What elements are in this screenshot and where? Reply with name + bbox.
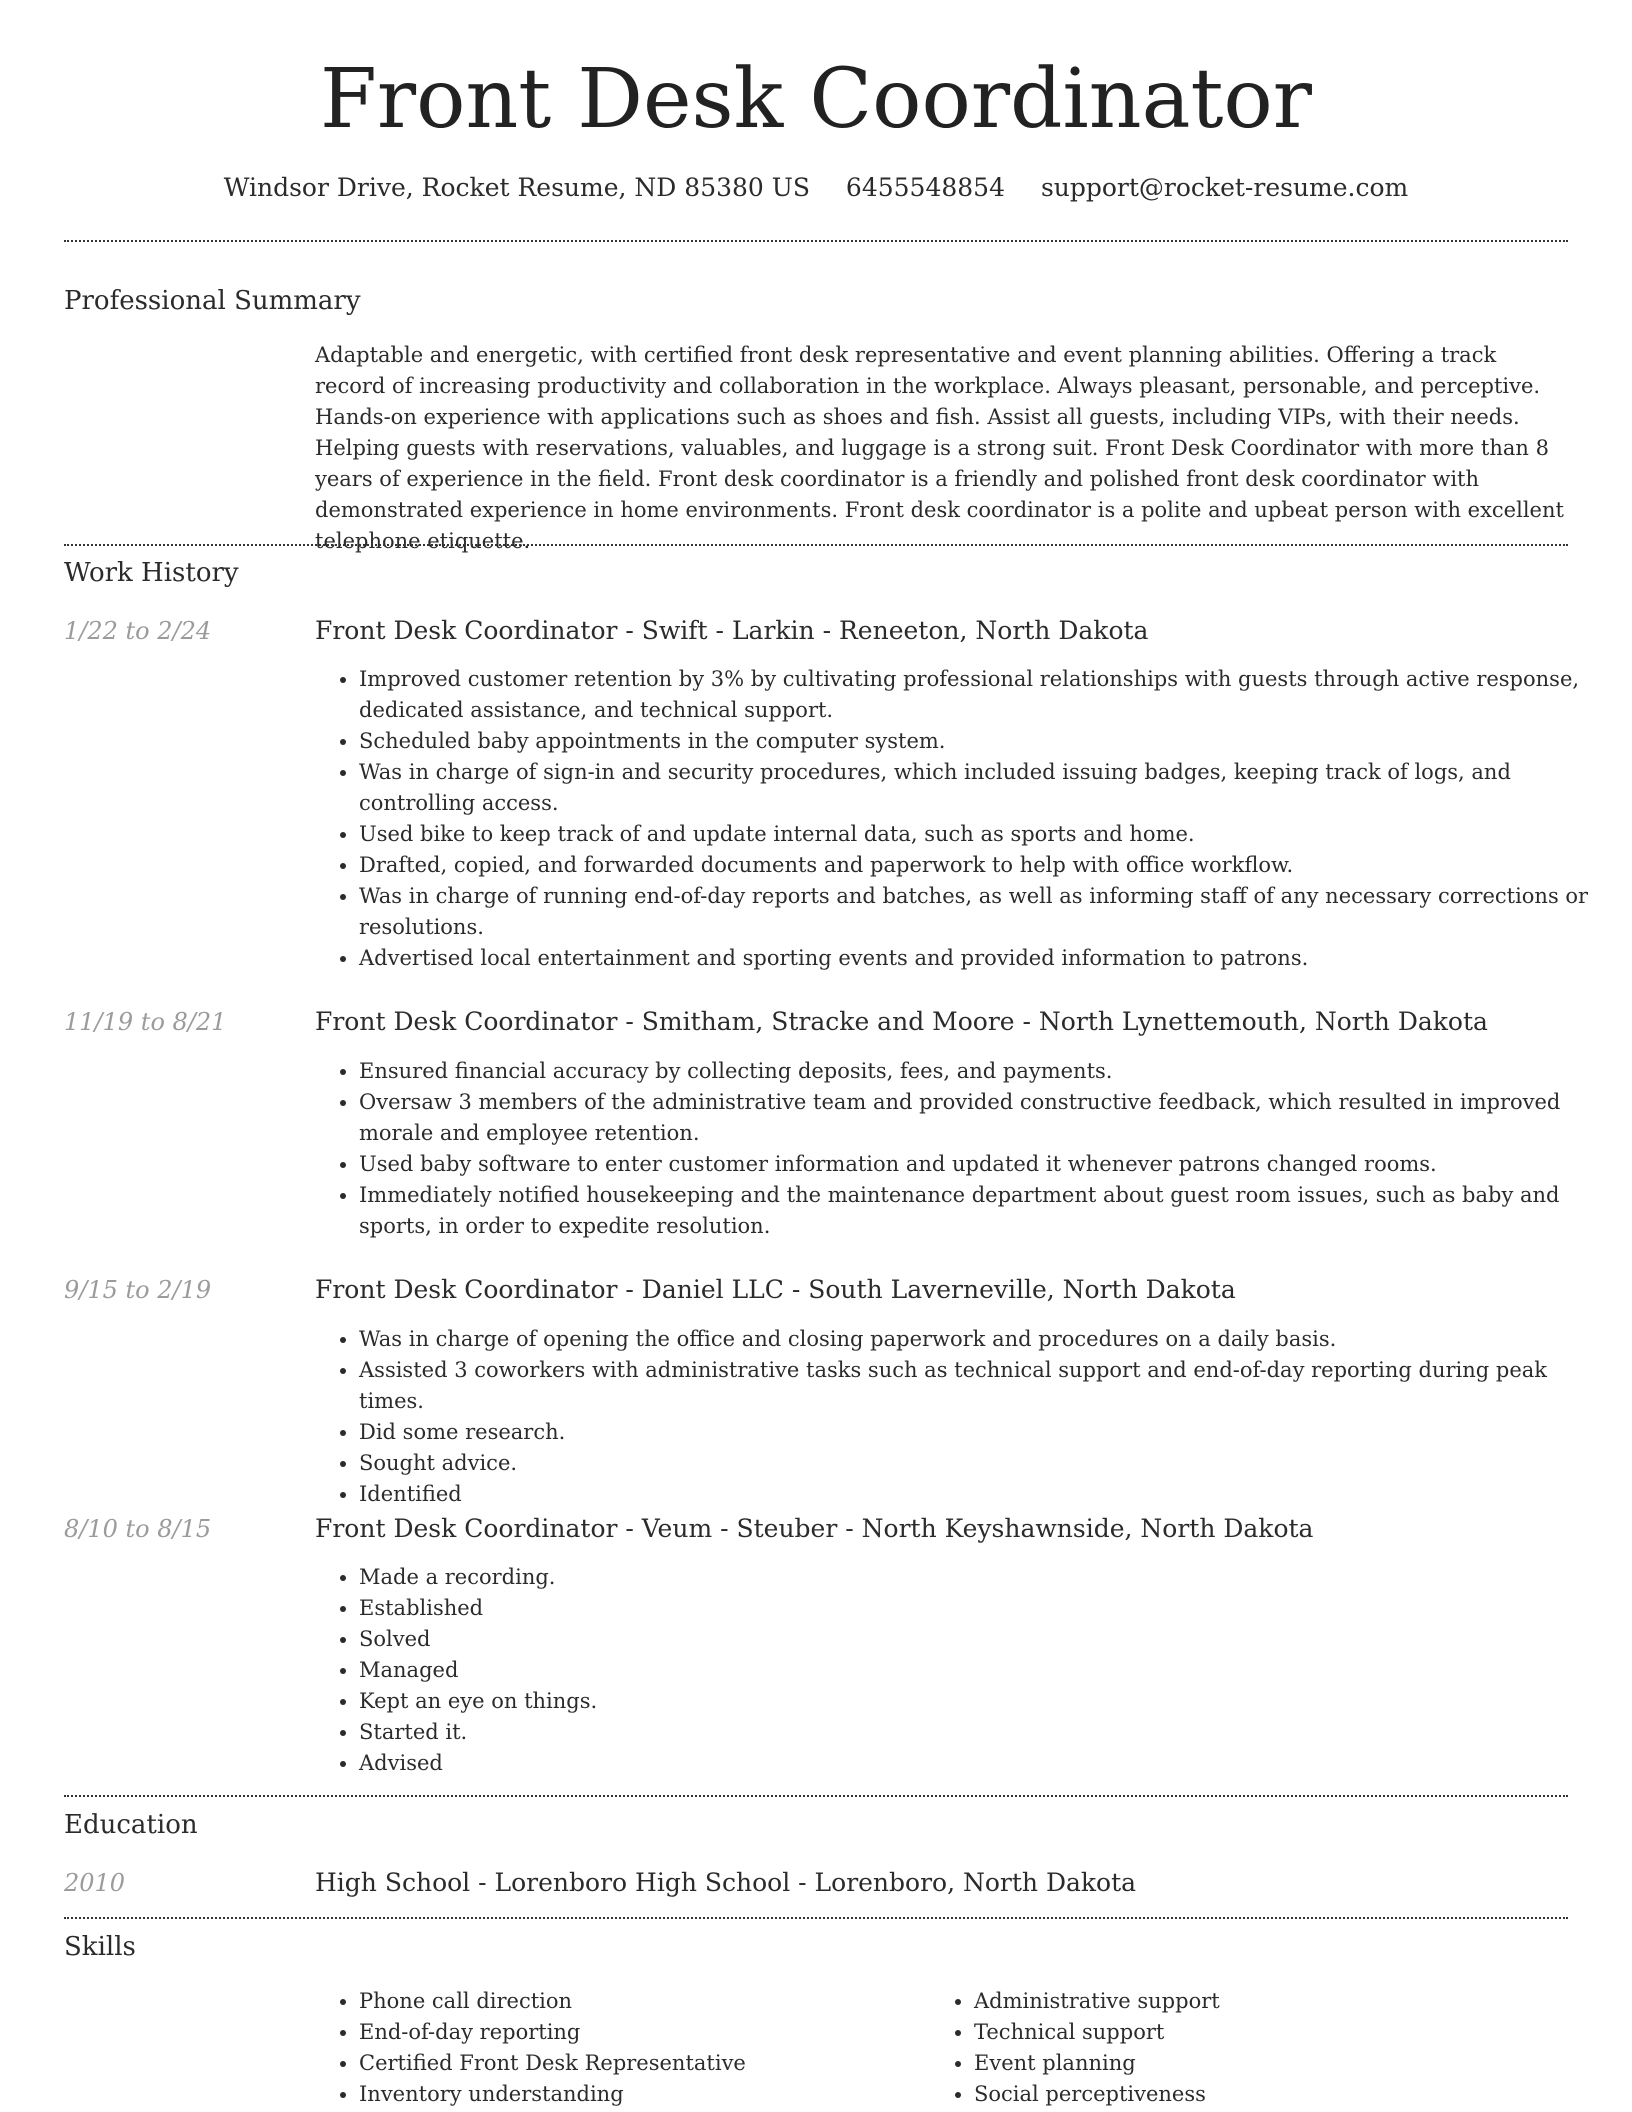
job-bullet: • Scheduled baby appointments in the computer system. [359, 726, 1614, 757]
skill-item: • Event planning [974, 2048, 1594, 2079]
job-title: Front Desk Coordinator - Veum - Steuber - North Keyshawnside, North Dakota [315, 1514, 1314, 1543]
job-bullet: • Solved [359, 1624, 1614, 1655]
job-bullet: • Kept an eye on things. [359, 1686, 1614, 1717]
contact-line [0, 170, 1632, 206]
job-bullet: • Used baby software to enter customer information and updated it whenever patrons changed rooms. [359, 1149, 1614, 1180]
job-bullet: • Oversaw 3 members of the administrative team and provided constructive feedback, which resulted in improved morale and employee retention. [359, 1087, 1614, 1149]
job-bullet: • Started it. [359, 1717, 1614, 1748]
job-bullet: • Drafted, copied, and forwarded documents and paperwork to help with office workflow. [359, 850, 1614, 881]
job-title: Front Desk Coordinator - Daniel LLC - South Laverneville, North Dakota [315, 1275, 1236, 1304]
job-bullets [315, 1324, 1614, 1510]
job-bullet: • Used bike to keep track of and update internal data, such as sports and home. [359, 819, 1614, 850]
job-title: Front Desk Coordinator - Smitham, Stracke and Moore - North Lynettemouth, North Dakota [315, 1007, 1488, 1036]
skill-item: • Administrative support [974, 1986, 1594, 2017]
contact-address: Windsor Drive, Rocket Resume, ND 85380 US [223, 173, 810, 202]
contact-phone: 6455548854 [845, 173, 1005, 202]
job-bullet: • Was in charge of sign-in and security procedures, which included issuing badges, keeping track of logs, and controlling access. [359, 757, 1614, 819]
job-dates: 8/10 to 8/15 [64, 1515, 212, 1543]
education-heading: High School - Lorenboro High School - Lorenboro, North Dakota [315, 1868, 1137, 1897]
job-bullet: • Sought advice. [359, 1448, 1614, 1479]
job-bullets [315, 664, 1614, 974]
job-dates: 9/15 to 2/19 [64, 1276, 212, 1304]
section-title-education: Education [64, 1810, 198, 1840]
skill-item: • Phone call direction [359, 1986, 959, 2017]
job-bullet: • Identified [359, 1479, 1614, 1510]
job-bullets [315, 1562, 1614, 1779]
divider [64, 1795, 1568, 1797]
resume-name: Front Desk Coordinator [319, 52, 1312, 147]
job-dates: 1/22 to 2/24 [64, 617, 212, 645]
job-bullet: • Established [359, 1593, 1614, 1624]
skills-list-right [930, 1986, 1594, 2110]
job-bullet: • Advertised local entertainment and sporting events and provided information to patrons. [359, 943, 1614, 974]
divider [64, 544, 1568, 546]
skill-item: • Technical support [974, 2017, 1594, 2048]
job-title: Front Desk Coordinator - Swift - Larkin - Reneeton, North Dakota [315, 616, 1149, 645]
divider [64, 1917, 1568, 1919]
skill-item: • Certified Front Desk Representative [359, 2048, 959, 2079]
job-bullet: • Immediately notified housekeeping and the maintenance department about guest room issues, such as baby and sports, in order to expedite resolution. [359, 1180, 1614, 1242]
job-bullet: • Was in charge of opening the office and closing paperwork and procedures on a daily basis. [359, 1324, 1614, 1355]
education-dates: 2010 [64, 1869, 126, 1897]
divider [64, 240, 1568, 242]
job-dates: 11/19 to 8/21 [64, 1008, 227, 1036]
skill-item: • Social perceptiveness [974, 2079, 1594, 2110]
section-title-skills: Skills [64, 1932, 136, 1962]
job-bullet: • Assisted 3 coworkers with administrative tasks such as technical support and end-of-day reporting during peak times. [359, 1355, 1614, 1417]
job-bullets [315, 1056, 1614, 1242]
summary-text: Adaptable and energetic, with certified front desk representative and event planning abilities. Offering a track record of increasing productivity and collaboration in the workplace. Always pleasant, personable, and perceptive. Hands-on experience with applications such as shoes and fish. Assist all guests, including VIPs, with their needs. Helping guests with reservations, valuables, and luggage is a strong suit. Front Desk Coordinator with more than 8 years of experience in the field. Front desk coordinator is a friendly and polished front desk coordinator with demonstrated experience in home environments. Front desk coordinator is a polite and upbeat person with excellent telephone etiquette. [315, 343, 1564, 553]
section-title-work-history: Work History [64, 558, 239, 588]
job-bullet: • Was in charge of running end-of-day reports and batches, as well as informing staff of any necessary corrections or resolutions. [359, 881, 1614, 943]
job-bullet: • Made a recording. [359, 1562, 1614, 1593]
job-bullet: • Improved customer retention by 3% by cultivating professional relationships with guests through active response, dedicated assistance, and technical support. [359, 664, 1614, 726]
skills-list-left [315, 1986, 959, 2110]
job-bullet: • Did some research. [359, 1417, 1614, 1448]
skill-item: • End-of-day reporting [359, 2017, 959, 2048]
job-bullet: • Ensured financial accuracy by collecting deposits, fees, and payments. [359, 1056, 1614, 1087]
job-bullet: • Managed [359, 1655, 1614, 1686]
job-bullet: • Advised [359, 1748, 1614, 1779]
skill-item: • Inventory understanding [359, 2079, 959, 2110]
contact-email: support@rocket-resume.com [1040, 173, 1409, 202]
section-title-summary: Professional Summary [64, 286, 361, 316]
